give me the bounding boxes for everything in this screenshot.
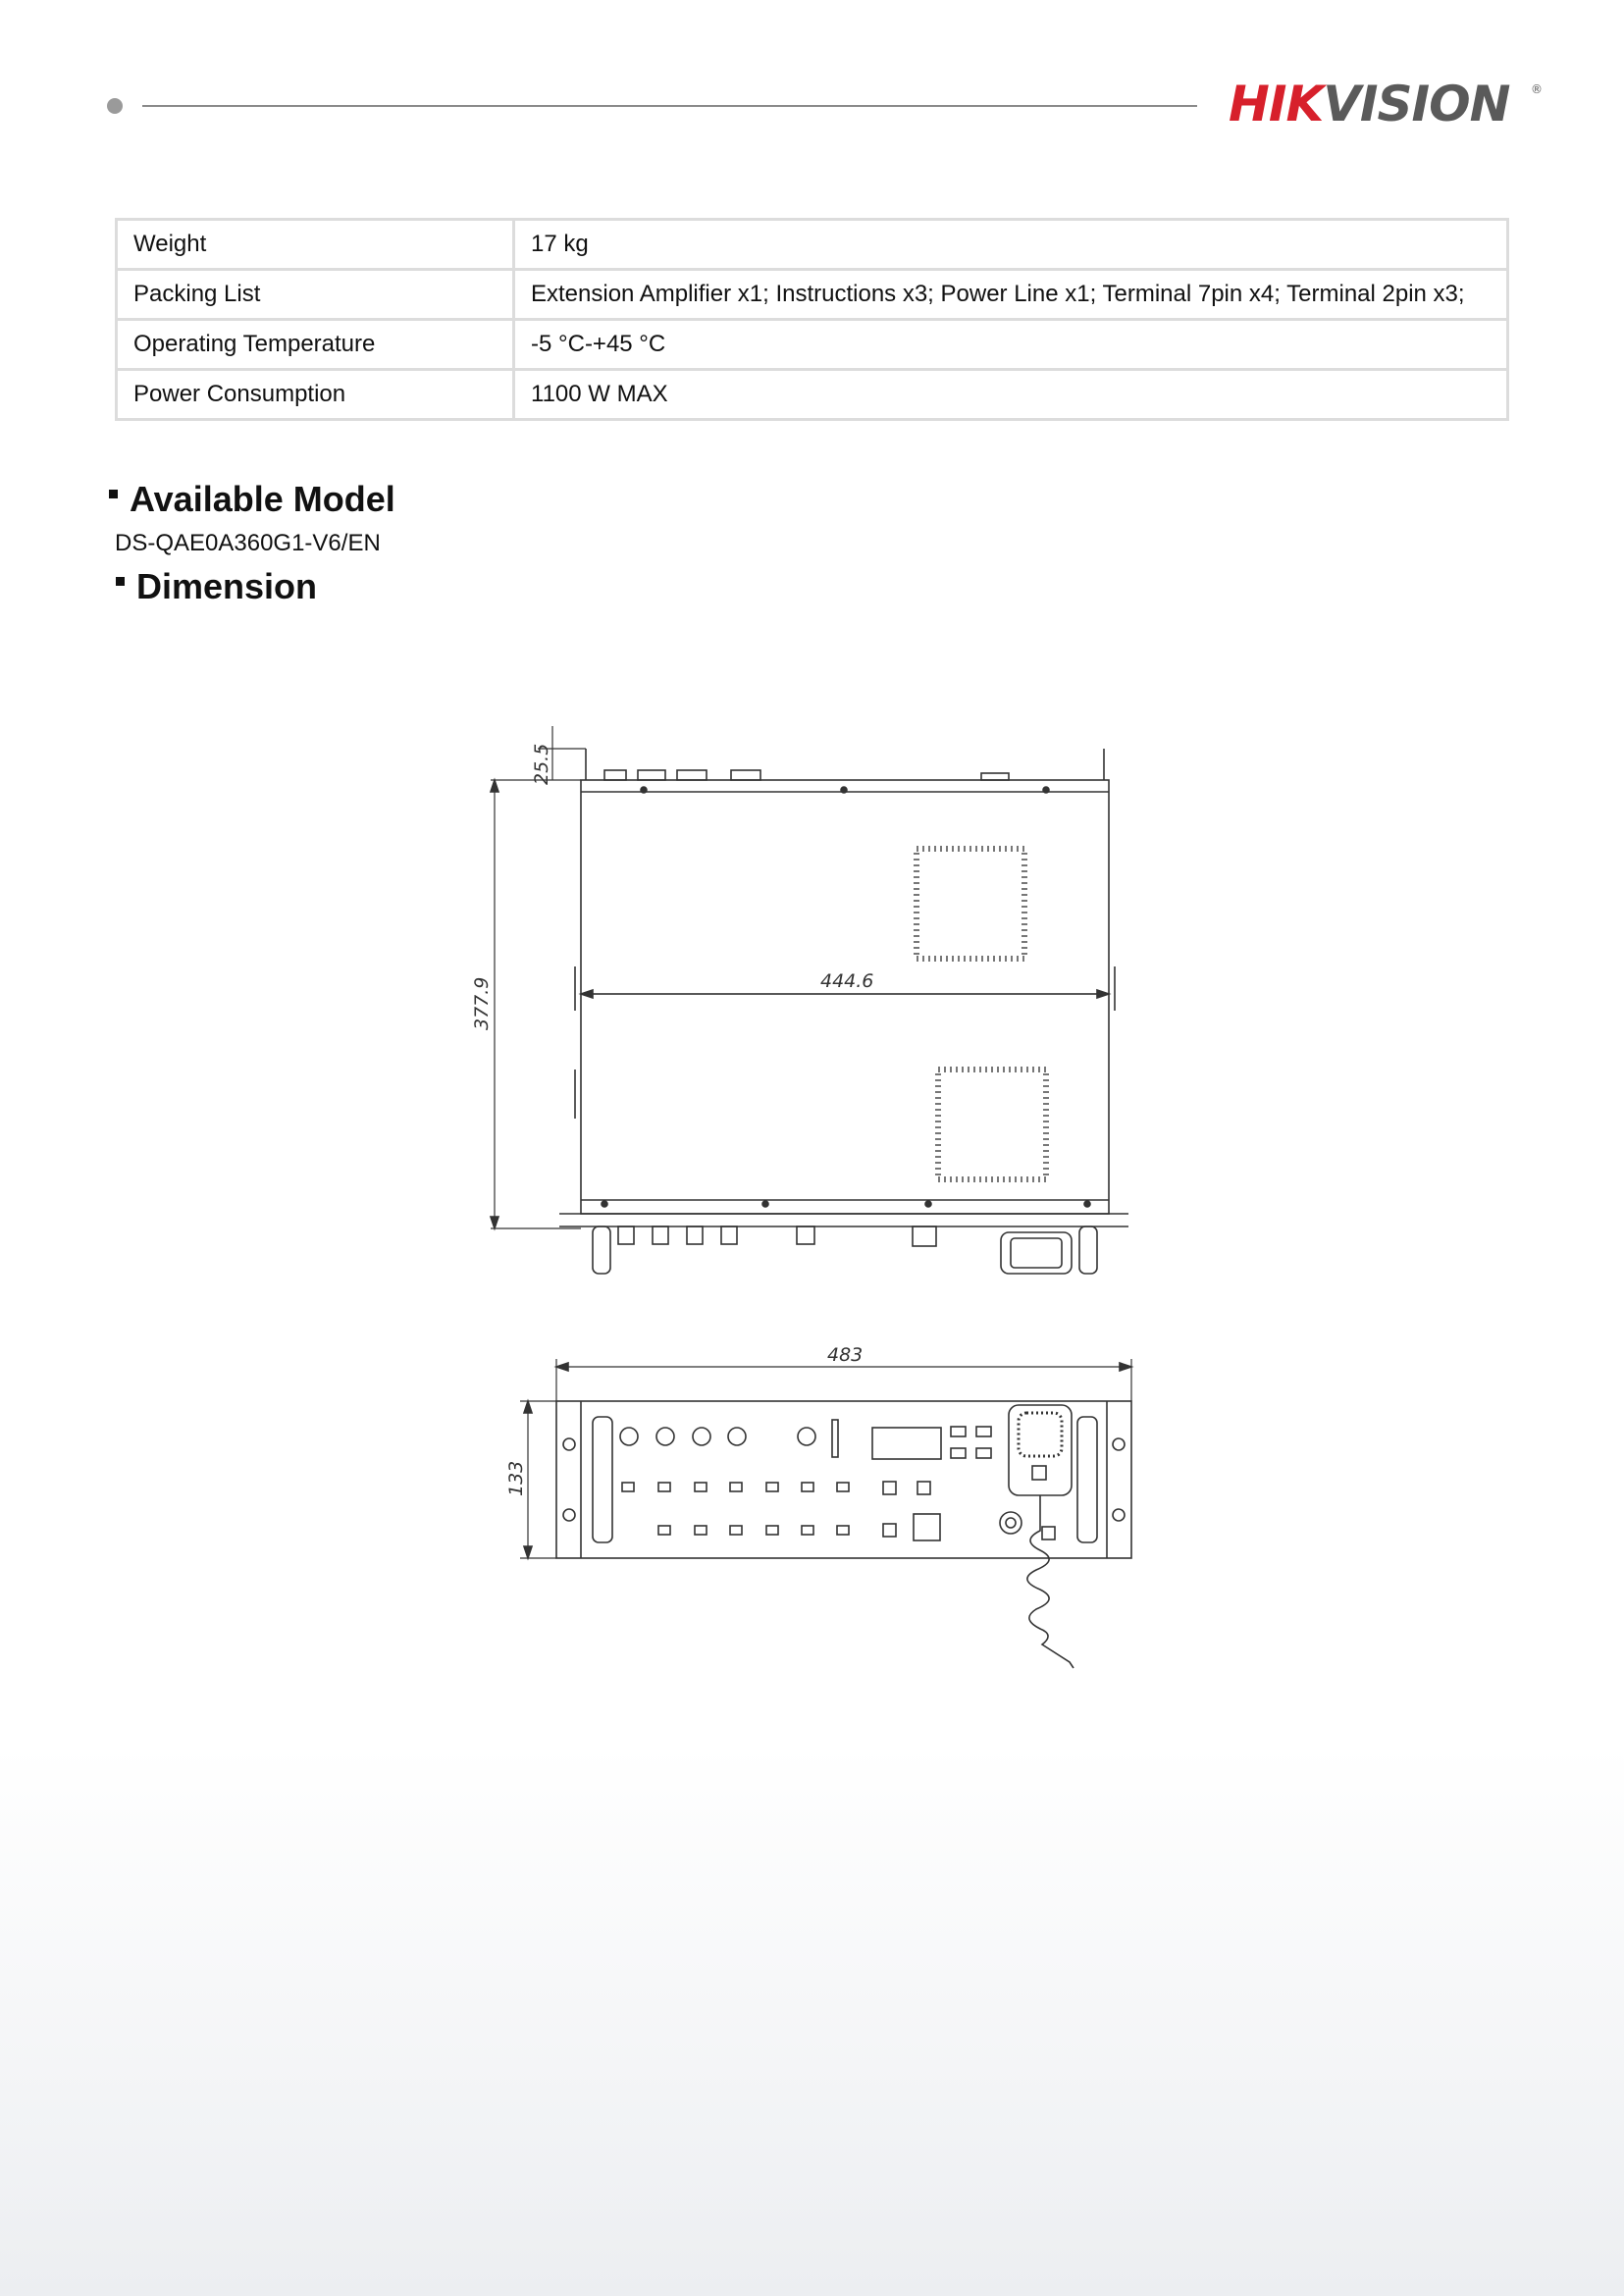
dim-depth-377: 377.9: [471, 976, 493, 1030]
spec-value: 17 kg: [514, 220, 1508, 270]
available-model-title: Available Model: [109, 479, 395, 520]
dim-height-133: 133: [505, 1460, 527, 1496]
dim-width-483: 483: [827, 1344, 864, 1366]
front-view-drawing: [520, 1359, 1131, 1668]
dimension-title: Dimension: [116, 566, 317, 607]
spec-label: Packing List: [117, 270, 514, 320]
spec-label: Weight: [117, 220, 514, 270]
spec-label: Operating Temperature: [117, 320, 514, 370]
hikvision-logo: HIKVISION ®: [1229, 76, 1543, 132]
spec-value: -5 °C-+45 °C: [514, 320, 1508, 370]
top-view-drawing: [491, 726, 1128, 1274]
spec-label: Power Consumption: [117, 370, 514, 420]
dim-offset-25: 25.5: [531, 743, 552, 785]
spec-value: Extension Amplifier x1; Instructions x3; Power Line x1; Terminal 7pin x4; Terminal 2pin x3;: [514, 270, 1508, 320]
model-number: DS-QAE0A360G1-V6/EN: [115, 530, 381, 556]
dim-width-444: 444.6: [820, 970, 874, 992]
registered-mark: ®: [1531, 82, 1543, 96]
spec-value: 1100 W MAX: [514, 370, 1508, 420]
